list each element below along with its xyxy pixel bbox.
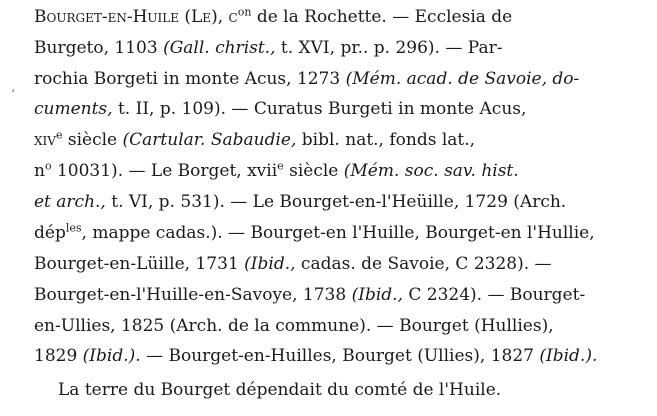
entry-line-9: Bourget-en-Lüille, 1731 (Ibid., cadas. de Savoie, C 2328). — (34, 254, 552, 274)
entry-line-3: rochia Borgeti in monte Acus, 1273 (Mém. acad. de Savoie, do- (34, 69, 580, 89)
entry-line-8: dép$^{les}$, mappe cadas.). — Bourget-en l'Huille, Bourget-en l'Hullie, (34, 221, 595, 243)
entry-line-13: La terre du Bourget dépendait du comté de l'Huile. (58, 380, 502, 400)
margin-mark: ʼ (11, 88, 15, 101)
entry-line-4: cuments, t. II, p. 109). — Curatus Burgeti in monte Acus, (34, 99, 527, 119)
entry-line-12: 1829 (Ibid.). — Bourget-en-Huilles, Bourget (Ullies), 1827 (Ibid.). (34, 346, 598, 366)
entry-line-5: xiv$^e$ siècle (Cartular. Sabaudie, bibl. nat., fonds lat., (34, 128, 476, 150)
entry-line-2: Burgeto, 1103 (Gall. christ., t. XVI, pr.. p. 296). — Par- (34, 38, 503, 58)
entry-line-1: Bourget-en-Huile (Le), $c^{on}$ de la Rochette. — Ecclesia de (34, 5, 513, 27)
entry-line-10: Bourget-en-l'Huille-en-Savoye, 1738 (Ibid., C 2324). — Bourget- (34, 285, 586, 305)
entry-line-7: et arch., t. VI, p. 531). — Le Bourget-en-l'Heüille, 1729 (Arch. (34, 192, 567, 212)
entry-line-11: en-Ullies, 1825 (Arch. de la commune). — Bourget (Hullies), (34, 316, 554, 336)
entry-line-6: $n^o$ 10031). — Le Borget, xvii$^e$ siècle (Mém. soc. sav. hist. (34, 159, 519, 181)
